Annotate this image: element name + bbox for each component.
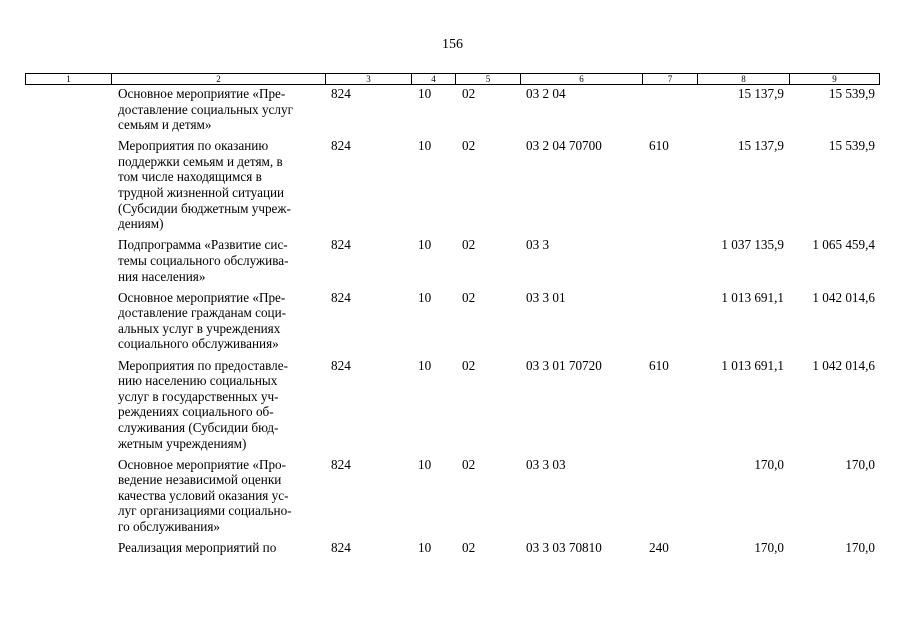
row-name-line: доставление социальных услуг xyxy=(118,101,293,117)
row-name xyxy=(118,358,328,452)
row-col-7: 240 xyxy=(649,540,669,556)
row-name-line: услуг в государственных уч- xyxy=(118,388,279,404)
page-number: 156 xyxy=(442,37,463,52)
row-name-line: Основное мероприятие «Пре- xyxy=(118,289,286,305)
row-name-line: Подпрограмма «Развитие сис- xyxy=(118,237,288,253)
row-col-4: 10 xyxy=(418,540,432,556)
row-col-5: 02 xyxy=(462,138,476,154)
row-name-line: Реализация мероприятий по xyxy=(118,540,277,556)
row-col-5: 02 xyxy=(462,540,476,556)
row-col-3: 824 xyxy=(331,540,351,556)
row-name-line: трудной жизненной ситуации xyxy=(118,185,285,201)
row-name-line: ведение независимой оценки xyxy=(118,472,282,488)
header-col-2: 2 xyxy=(112,74,326,84)
row-name-line: служивания (Субсидии бюд- xyxy=(118,419,279,435)
row-name-line: ния населения» xyxy=(118,268,206,284)
row-name-line: поддержки семьям и детям, в xyxy=(118,153,283,169)
row-col-9: 1 042 014,6 xyxy=(812,289,875,305)
row-name-line: качества условий оказания ус- xyxy=(118,487,289,503)
row-col-5: 02 xyxy=(462,237,476,253)
row-name-line: (Субсидии бюджетным учреж- xyxy=(118,200,291,216)
row-col-9: 170,0 xyxy=(845,540,875,556)
row-name-line: социального обслуживания» xyxy=(118,336,279,352)
row-col-8: 1 013 691,1 xyxy=(721,289,784,305)
row-col-9: 15 539,9 xyxy=(828,138,875,154)
row-col-9: 170,0 xyxy=(845,456,875,472)
header-col-1: 1 xyxy=(26,74,112,84)
row-col-6: 03 3 03 70810 xyxy=(526,540,602,556)
row-col-4: 10 xyxy=(418,237,432,253)
row-name xyxy=(118,86,328,133)
row-col-8: 170,0 xyxy=(754,540,784,556)
row-col-3: 824 xyxy=(331,138,351,154)
row-col-3: 824 xyxy=(331,357,351,373)
row-col-4: 10 xyxy=(418,86,432,101)
row-col-8: 15 137,9 xyxy=(737,86,784,101)
row-col-4: 10 xyxy=(418,289,432,305)
row-col-8: 1 037 135,9 xyxy=(721,237,784,253)
row-col-3: 824 xyxy=(331,289,351,305)
row-name-line: доставление гражданам соци- xyxy=(118,305,287,321)
row-col-9: 1 065 459,4 xyxy=(812,237,875,253)
row-name-line: Основное мероприятие «Пре- xyxy=(118,86,286,101)
row-name-line: луг организациями социально- xyxy=(118,503,292,519)
row-col-3: 824 xyxy=(331,237,351,253)
row-name-line: альных услуг в учреждениях xyxy=(118,320,281,336)
row-name-line: реждениях социального об- xyxy=(118,404,274,420)
header-col-9: 9 xyxy=(832,74,837,84)
row-name-line: темы социального обслужива- xyxy=(118,252,289,268)
row-name-line: Основное мероприятие «Про- xyxy=(118,456,287,472)
header-col-8: 8 xyxy=(698,74,790,84)
row-name-line: том числе находящимся в xyxy=(118,169,262,185)
row-col-9: 1 042 014,6 xyxy=(812,357,875,373)
row-col-5: 02 xyxy=(462,357,476,373)
row-name-line: дениям) xyxy=(118,216,164,232)
row-col-3: 824 xyxy=(331,456,351,472)
row-col-6: 03 2 04 70700 xyxy=(526,138,602,154)
row-col-4: 10 xyxy=(418,138,432,154)
header-col-6: 6 xyxy=(521,74,643,84)
row-col-5: 02 xyxy=(462,86,476,101)
row-col-4: 10 xyxy=(418,456,432,472)
header-col-4: 4 xyxy=(412,74,456,84)
row-name-line: Мероприятия по оказанию xyxy=(118,138,269,154)
row-col-6: 03 3 01 70720 xyxy=(526,357,602,373)
row-col-8: 170,0 xyxy=(754,456,784,472)
row-col-7: 610 xyxy=(649,357,669,373)
row-col-6: 03 2 04 xyxy=(526,86,566,101)
row-col-8: 1 013 691,1 xyxy=(721,357,784,373)
row-col-8: 15 137,9 xyxy=(737,138,784,154)
row-col-9: 15 539,9 xyxy=(828,86,875,101)
row-col-6: 03 3 xyxy=(526,237,550,253)
row-name-line: го обслуживания» xyxy=(118,519,220,535)
row-name xyxy=(118,457,328,535)
row-col-5: 02 xyxy=(462,289,476,305)
row-name xyxy=(118,540,328,556)
row-name-line: семьям и детям» xyxy=(118,117,212,133)
row-col-4: 10 xyxy=(418,357,432,373)
row-col-5: 02 xyxy=(462,456,476,472)
row-name-line: Мероприятия по предоставле- xyxy=(118,357,288,373)
row-name-line: нию населению социальных xyxy=(118,373,278,389)
row-name xyxy=(118,290,328,352)
header-col-7: 7 xyxy=(643,74,698,84)
row-col-6: 03 3 01 xyxy=(526,289,566,305)
header-col-3: 3 xyxy=(326,74,412,84)
row-name xyxy=(118,237,328,284)
row-name-line: жетным учреждениям) xyxy=(118,435,247,451)
table-header xyxy=(25,73,880,85)
header-col-5: 5 xyxy=(456,74,521,84)
row-col-7: 610 xyxy=(649,138,669,154)
row-name xyxy=(118,138,328,232)
row-col-6: 03 3 03 xyxy=(526,456,566,472)
row-col-3: 824 xyxy=(331,86,351,101)
